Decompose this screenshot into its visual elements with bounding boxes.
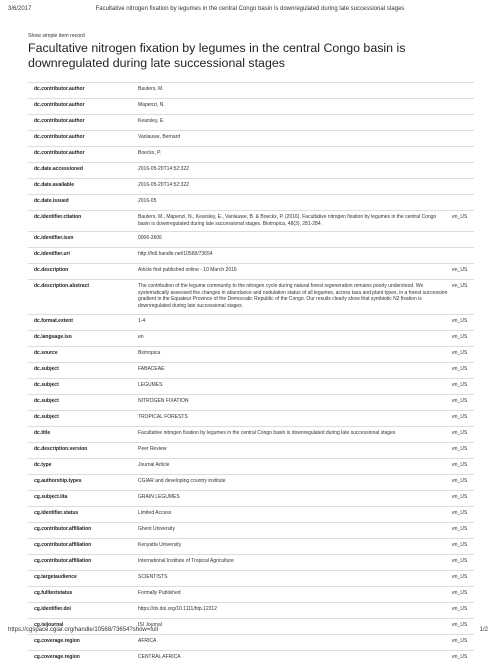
- metadata-value: FABACEAE: [136, 362, 450, 378]
- metadata-row: [28, 426, 474, 442]
- metadata-key: cg.identifier.status: [28, 506, 136, 522]
- metadata-value: GRAIN LEGUMES: [136, 490, 450, 506]
- metadata-language: [450, 83, 474, 99]
- metadata-row: [28, 264, 474, 280]
- metadata-key: dc.date.accessioned: [28, 163, 136, 179]
- metadata-key: dc.description.abstract: [28, 280, 136, 314]
- metadata-language: [450, 248, 474, 264]
- metadata-row: [28, 346, 474, 362]
- metadata-language: en_US: [450, 458, 474, 474]
- metadata-language: en_US: [450, 490, 474, 506]
- metadata-value: Bauters, M.: [136, 83, 450, 99]
- metadata-row: [28, 99, 474, 115]
- metadata-key: dc.contributor.author: [28, 83, 136, 99]
- metadata-language: en_US: [450, 362, 474, 378]
- metadata-value: AFRICA: [136, 634, 450, 650]
- metadata-language: en_US: [450, 410, 474, 426]
- metadata-value: CGIAR and developing country institute: [136, 474, 450, 490]
- metadata-key: dc.description.version: [28, 442, 136, 458]
- metadata-language: en_US: [450, 474, 474, 490]
- metadata-value: CENTRAL AFRICA: [136, 650, 450, 666]
- metadata-language: en_US: [450, 506, 474, 522]
- print-footer: [8, 627, 488, 633]
- print-title: Facultative nitrogen fixation by legumes in the central Congo basin is downregulated during late successional stages: [95, 6, 405, 12]
- metadata-key: cg.contributor.affiliation: [28, 538, 136, 554]
- metadata-key: dc.title: [28, 426, 136, 442]
- metadata-value: Facultative nitrogen fixation by legumes in the central Congo basin is downregulated during late successional stages: [136, 426, 450, 442]
- metadata-key: dc.contributor.author: [28, 99, 136, 115]
- metadata-row: [28, 410, 474, 426]
- metadata-key: dc.identifier.issn: [28, 232, 136, 248]
- metadata-row: [28, 570, 474, 586]
- metadata-value: 1-4: [136, 314, 450, 330]
- metadata-row: [28, 458, 474, 474]
- metadata-row: [28, 522, 474, 538]
- metadata-key: dc.identifier.citation: [28, 211, 136, 232]
- metadata-value: 2016-05: [136, 195, 450, 211]
- metadata-row: [28, 314, 474, 330]
- metadata-key: dc.subject: [28, 378, 136, 394]
- metadata-language: en_US: [450, 618, 474, 634]
- metadata-language: [450, 115, 474, 131]
- metadata-language: en_US: [450, 602, 474, 618]
- metadata-key: dc.format.extent: [28, 314, 136, 330]
- metadata-key: dc.subject: [28, 394, 136, 410]
- metadata-key: cg.subject.iita: [28, 490, 136, 506]
- metadata-row: [28, 538, 474, 554]
- show-simple-record-link[interactable]: Show simple item record: [28, 33, 85, 39]
- metadata-key: dc.source: [28, 346, 136, 362]
- metadata-language: [450, 232, 474, 248]
- metadata-key: cg.contributor.affiliation: [28, 554, 136, 570]
- metadata-key: dc.type: [28, 458, 136, 474]
- metadata-key: dc.contributor.author: [28, 147, 136, 163]
- metadata-value: en: [136, 330, 450, 346]
- page-number: 1/2: [479, 627, 488, 633]
- metadata-row: [28, 394, 474, 410]
- metadata-language: en_US: [450, 378, 474, 394]
- metadata-row: [28, 506, 474, 522]
- metadata-language: en_US: [450, 650, 474, 666]
- metadata-language: [450, 131, 474, 147]
- metadata-key: cg.targetaudience: [28, 570, 136, 586]
- metadata-value: https://dx.doi.org/10.1111/btp.12312: [136, 602, 450, 618]
- metadata-language: en_US: [450, 554, 474, 570]
- metadata-key: dc.date.issued: [28, 195, 136, 211]
- metadata-value: The contribution of the legume community to the nitrogen cycle during natural forest regeneration remains poorly understood. We systematically assessed the changes in abundance and nodulation status of all legumes, across taxa and plant types, in a forest succession gradient in the Equateur Province of the Democratic Republic of the Congo. Our results clearly show that symbiotic N2 fixation is downregulated during late successional stages.: [136, 280, 450, 314]
- metadata-value: SCIENTISTS: [136, 570, 450, 586]
- metadata-language: en_US: [450, 522, 474, 538]
- metadata-row: [28, 330, 474, 346]
- metadata-row: [28, 474, 474, 490]
- metadata-key: dc.contributor.author: [28, 115, 136, 131]
- metadata-value: 2016-05-20T14:52:32Z: [136, 179, 450, 195]
- print-date: 3/6/2017: [8, 6, 32, 12]
- metadata-language: [450, 99, 474, 115]
- metadata-row: [28, 490, 474, 506]
- metadata-value: Vanlauwe, Bernard: [136, 131, 450, 147]
- metadata-row: [28, 179, 474, 195]
- metadata-language: en_US: [450, 538, 474, 554]
- metadata-row: [28, 131, 474, 147]
- metadata-language: en_US: [450, 426, 474, 442]
- metadata-value: TROPICAL FORESTS: [136, 410, 450, 426]
- metadata-value: NITROGEN FIXATION: [136, 394, 450, 410]
- metadata-value: 0006-3606: [136, 232, 450, 248]
- metadata-value: Journal Article: [136, 458, 450, 474]
- metadata-key: dc.identifier.uri: [28, 248, 136, 264]
- metadata-row: [28, 650, 474, 666]
- metadata-language: en_US: [450, 634, 474, 650]
- metadata-row: [28, 378, 474, 394]
- metadata-key: dc.language.iso: [28, 330, 136, 346]
- metadata-language: en_US: [450, 394, 474, 410]
- page-title: Facultative nitrogen fixation by legumes in the central Congo basin is downregulated during late successional stages: [28, 41, 406, 70]
- metadata-value: 2016-05-20T14:52:32Z: [136, 163, 450, 179]
- metadata-key: cg.authorship.types: [28, 474, 136, 490]
- metadata-key: cg.isijournal: [28, 618, 136, 634]
- metadata-row: [28, 554, 474, 570]
- metadata-language: en_US: [450, 442, 474, 458]
- metadata-value: Mapenzi, N.: [136, 99, 450, 115]
- metadata-row: [28, 634, 474, 650]
- metadata-row: [28, 442, 474, 458]
- metadata-language: en_US: [450, 570, 474, 586]
- metadata-key: cg.coverage.region: [28, 634, 136, 650]
- metadata-language: en_US: [450, 211, 474, 232]
- metadata-table: [28, 82, 474, 666]
- metadata-key: dc.subject: [28, 410, 136, 426]
- metadata-value: International Institute of Tropical Agriculture: [136, 554, 450, 570]
- metadata-value: Biotropica: [136, 346, 450, 362]
- metadata-row: [28, 602, 474, 618]
- metadata-value: Formally Published: [136, 586, 450, 602]
- metadata-language: en_US: [450, 280, 474, 314]
- metadata-value: Kenyatta University: [136, 538, 450, 554]
- metadata-value: LEGUMES: [136, 378, 450, 394]
- metadata-key: dc.contributor.author: [28, 131, 136, 147]
- metadata-language: [450, 147, 474, 163]
- metadata-value: Peer Review: [136, 442, 450, 458]
- metadata-key: dc.subject: [28, 362, 136, 378]
- metadata-key: cg.coverage.region: [28, 650, 136, 666]
- metadata-key: dc.date.available: [28, 179, 136, 195]
- metadata-row: [28, 232, 474, 248]
- metadata-value: Article first published online - 10 March 2016: [136, 264, 450, 280]
- metadata-language: en_US: [450, 264, 474, 280]
- metadata-language: [450, 179, 474, 195]
- metadata-value: Bauters, M., Mapenzi, N., Kearsley, E., Vanlauwe, B. & Boeckx, P. (2016). Facultative nitrogen fixation by legumes in the central Congo basin is downregulated during late successional stages. Biotropica, 48(3), 281-284.: [136, 211, 450, 232]
- metadata-value: Kearsley, E.: [136, 115, 450, 131]
- metadata-value: Limited Access: [136, 506, 450, 522]
- metadata-key: dc.description: [28, 264, 136, 280]
- metadata-language: [450, 163, 474, 179]
- metadata-row: [28, 83, 474, 99]
- metadata-value: http://hdl.handle.net/10568/73654: [136, 248, 450, 264]
- metadata-language: en_US: [450, 346, 474, 362]
- metadata-language: [450, 195, 474, 211]
- metadata-value: Ghent University: [136, 522, 450, 538]
- metadata-row: [28, 280, 474, 314]
- print-url: https://cgspace.cgiar.org/handle/10568/73654?show=full: [8, 627, 158, 633]
- metadata-key: cg.fulltextstatus: [28, 586, 136, 602]
- metadata-row: [28, 248, 474, 264]
- metadata-language: en_US: [450, 314, 474, 330]
- metadata-row: [28, 115, 474, 131]
- metadata-row: [28, 147, 474, 163]
- metadata-row: [28, 586, 474, 602]
- metadata-row: [28, 211, 474, 232]
- metadata-language: en_US: [450, 586, 474, 602]
- metadata-row: [28, 195, 474, 211]
- print-header: [8, 6, 492, 12]
- metadata-row: [28, 362, 474, 378]
- metadata-value: Boeckx, P.: [136, 147, 450, 163]
- metadata-value: ISI Journal: [136, 618, 450, 634]
- metadata-language: en_US: [450, 330, 474, 346]
- metadata-key: cg.contributor.affiliation: [28, 522, 136, 538]
- metadata-row: [28, 163, 474, 179]
- metadata-key: cg.identifier.doi: [28, 602, 136, 618]
